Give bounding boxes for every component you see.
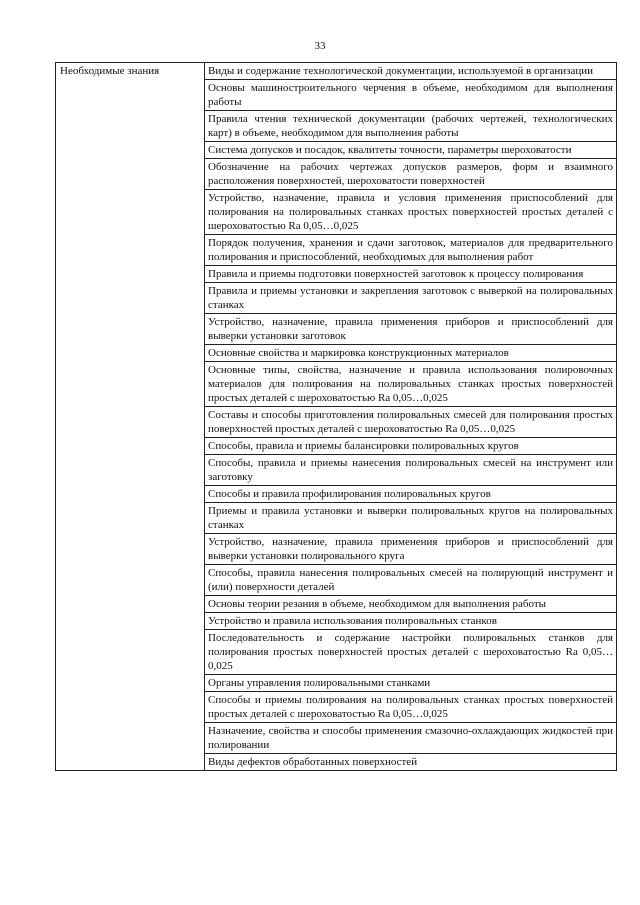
knowledge-item: Устройство, назначение, правила применения приборов и приспособлений для выверки установки заготовок	[205, 314, 617, 345]
knowledge-item: Составы и способы приготовления полировальных смесей для полирования простых поверхностей простых деталей с шероховатостью Ra 0,05…0,025	[205, 407, 617, 438]
knowledge-item: Способы и правила профилирования полировальных кругов	[205, 486, 617, 503]
page-number: 33	[314, 40, 326, 52]
knowledge-item: Правила чтения технической документации (рабочих чертежей, технологических карт) в объеме, необходимом для выполнения работы	[205, 111, 617, 142]
knowledge-item: Способы и приемы полирования на полировальных станках простых поверхностей простых деталей с шероховатостью Ra 0,05…0,025	[205, 692, 617, 723]
knowledge-item: Виды дефектов обработанных поверхностей	[205, 754, 617, 771]
knowledge-item: Правила и приемы установки и закрепления заготовок с выверкой на полировальных станках	[205, 283, 617, 314]
knowledge-item: Система допусков и посадок, квалитеты точности, параметры шероховатости	[205, 142, 617, 159]
knowledge-item: Основные свойства и маркировка конструкционных материалов	[205, 345, 617, 362]
table-row	[56, 63, 617, 80]
knowledge-item: Правила и приемы подготовки поверхностей заготовок к процессу полирования	[205, 266, 617, 283]
knowledge-item: Основы теории резания в объеме, необходимом для выполнения работы	[205, 596, 617, 613]
knowledge-item: Способы, правила и приемы балансировки полировальных кругов	[205, 438, 617, 455]
knowledge-item: Основные типы, свойства, назначение и правила использования полировочных материалов для полирования на полировальных станках простых поверхностей простых деталей с шероховатостью Ra 0,05…0,025	[205, 362, 617, 407]
knowledge-item: Назначение, свойства и способы применения смазочно-охлаждающих жидкостей при полировании	[205, 723, 617, 754]
knowledge-item: Основы машиностроительного черчения в объеме, необходимом для выполнения работы	[205, 80, 617, 111]
knowledge-item: Приемы и правила установки и выверки полировальных кругов на полировальных станках	[205, 503, 617, 534]
requirements-table-body	[56, 63, 617, 771]
knowledge-item: Последовательность и содержание настройки полировальных станков для полирования простых поверхностей простых деталей с шероховатостью Ra 0,05…0,025	[205, 630, 617, 675]
requirements-table	[55, 62, 617, 771]
knowledge-item: Порядок получения, хранения и сдачи заготовок, материалов для предварительного полирования и приспособлений, необходимых для выполнения работ	[205, 235, 617, 266]
knowledge-item: Устройство, назначение, правила применения приборов и приспособлений для выверки установки полировального круга	[205, 534, 617, 565]
knowledge-item: Обозначение на рабочих чертежах допусков размеров, форм и взаимного расположения поверхностей, шероховатости поверхностей	[205, 159, 617, 190]
knowledge-item: Органы управления полировальными станками	[205, 675, 617, 692]
knowledge-item: Способы, правила нанесения полировальных смесей на полирующий инструмент и (или) поверхности деталей	[205, 565, 617, 596]
knowledge-item: Устройство, назначение, правила и условия применения приспособлений для полирования на полировальных станках простых поверхностей простых деталей с шероховатостью Ra 0,05…0,025	[205, 190, 617, 235]
knowledge-item: Устройство и правила использования полировальных станков	[205, 613, 617, 630]
knowledge-item: Способы, правила и приемы нанесения полировальных смесей на инструмент или заготовку	[205, 455, 617, 486]
section-heading: Необходимые знания	[56, 63, 205, 771]
knowledge-item: Виды и содержание технологической документации, используемой в организации	[205, 63, 617, 80]
